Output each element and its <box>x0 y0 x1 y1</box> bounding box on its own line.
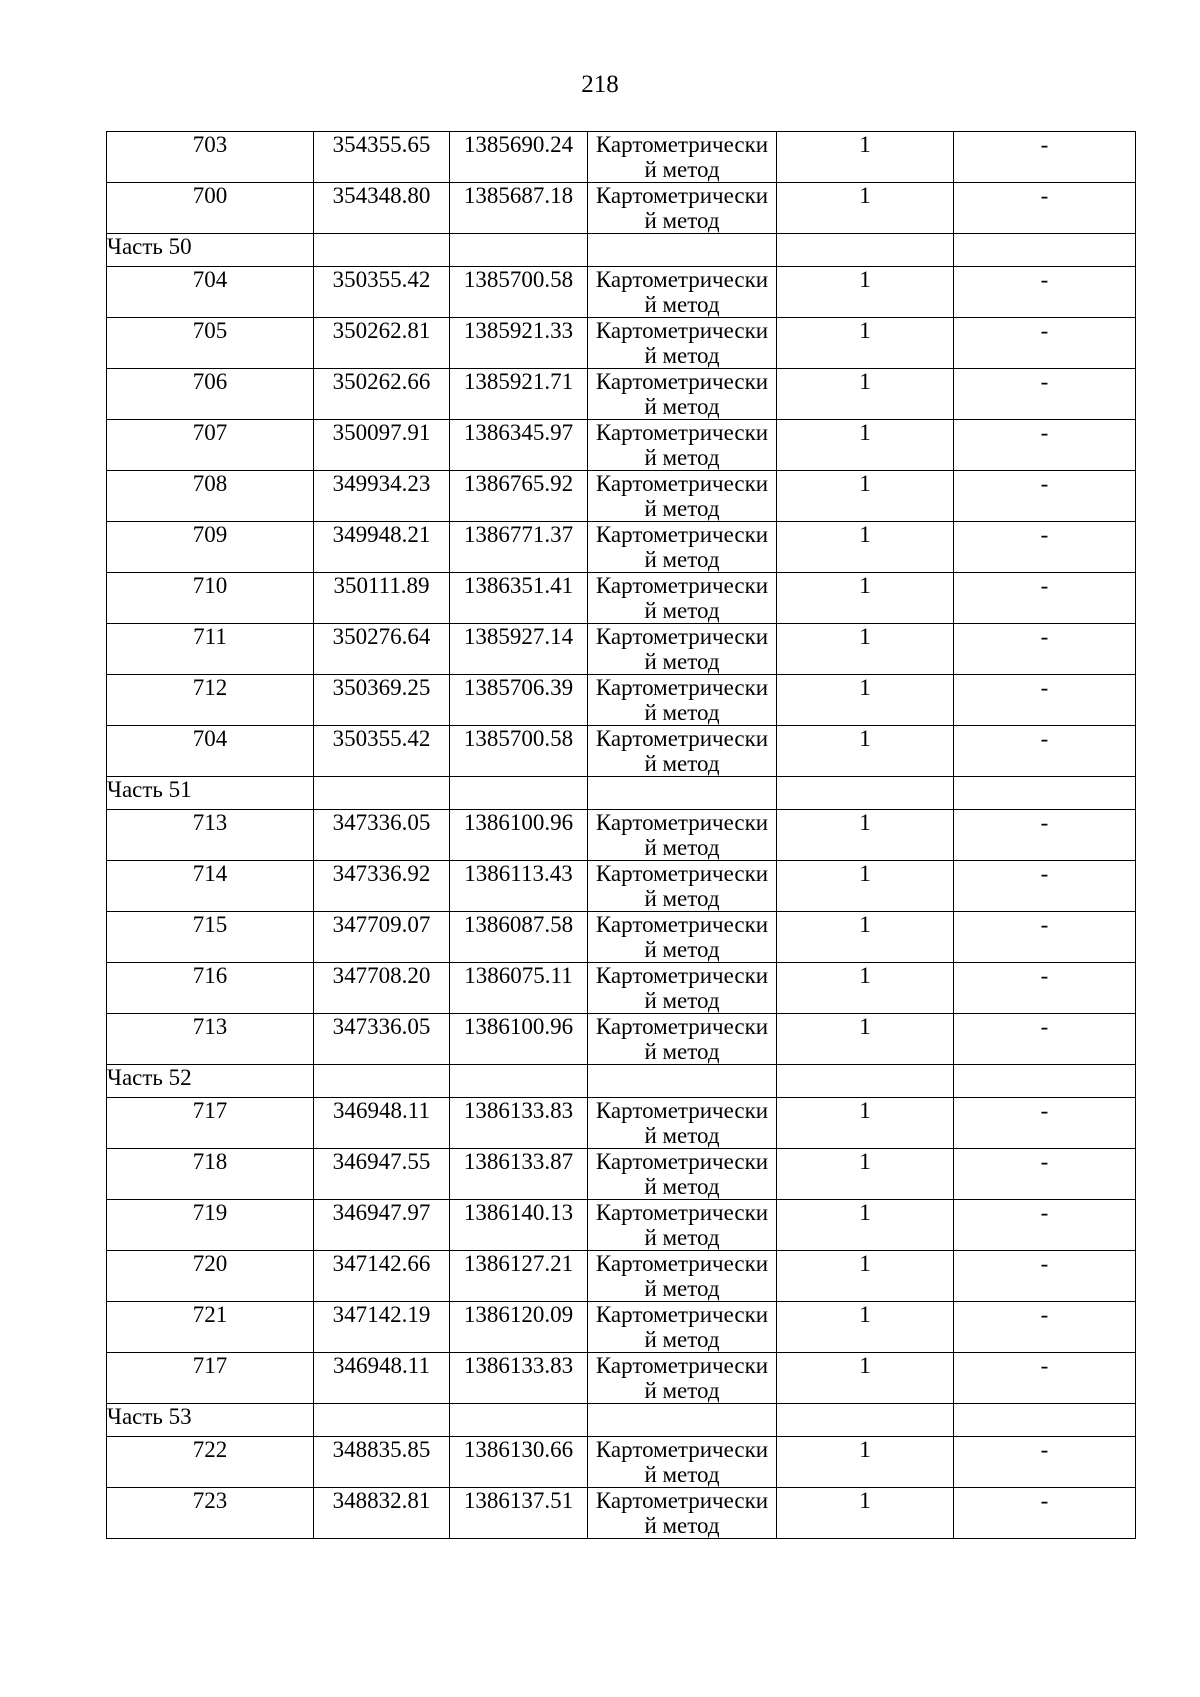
accuracy-cell: 1 <box>777 420 954 471</box>
point-id-cell: 715 <box>107 912 314 963</box>
method-cell <box>588 420 777 471</box>
accuracy-cell: 1 <box>777 1437 954 1488</box>
note-cell: - <box>954 861 1136 912</box>
method-text-line-2: й метод <box>644 208 720 233</box>
point-id-cell: 704 <box>107 726 314 777</box>
method-text-line-2: й метод <box>644 598 720 623</box>
method-text-line-2: й метод <box>644 1174 720 1199</box>
point-id-cell: 703 <box>107 132 314 183</box>
note-cell: - <box>954 369 1136 420</box>
method-text-line-1: Картометрически <box>595 471 769 496</box>
point-id-cell: 710 <box>107 573 314 624</box>
accuracy-cell: 1 <box>777 1014 954 1065</box>
method-text-line-2: й метод <box>644 1039 720 1064</box>
point-id-cell: 713 <box>107 810 314 861</box>
method-cell <box>588 1302 777 1353</box>
x-coordinate-cell: 347142.66 <box>314 1251 450 1302</box>
note-cell: - <box>954 810 1136 861</box>
table-row <box>107 1353 1136 1404</box>
y-coordinate-cell: 1386130.66 <box>450 1437 588 1488</box>
table-row <box>107 573 1136 624</box>
method-text-line-1: Картометрически <box>595 1251 769 1276</box>
x-coordinate-cell: 347336.92 <box>314 861 450 912</box>
empty-cell <box>777 777 954 810</box>
y-coordinate-cell: 1386137.51 <box>450 1488 588 1539</box>
method-text-line-2: й метод <box>644 937 720 962</box>
accuracy-cell: 1 <box>777 912 954 963</box>
table-row <box>107 624 1136 675</box>
y-coordinate-cell: 1385700.58 <box>450 726 588 777</box>
table-row <box>107 1488 1136 1539</box>
y-coordinate-cell: 1386771.37 <box>450 522 588 573</box>
y-coordinate-cell: 1386120.09 <box>450 1302 588 1353</box>
note-cell: - <box>954 963 1136 1014</box>
note-cell: - <box>954 183 1136 234</box>
section-row <box>107 234 1136 267</box>
empty-cell <box>954 1065 1136 1098</box>
point-id-cell: 723 <box>107 1488 314 1539</box>
section-row <box>107 1065 1136 1098</box>
y-coordinate-cell: 1386765.92 <box>450 471 588 522</box>
empty-cell <box>450 1404 588 1437</box>
method-cell <box>588 861 777 912</box>
method-text-line-1: Картометрически <box>595 1302 769 1327</box>
x-coordinate-cell: 346948.11 <box>314 1098 450 1149</box>
point-id-cell: 714 <box>107 861 314 912</box>
empty-cell <box>777 1065 954 1098</box>
method-text-line-1: Картометрически <box>595 1353 769 1378</box>
accuracy-cell: 1 <box>777 1200 954 1251</box>
x-coordinate-cell: 346947.97 <box>314 1200 450 1251</box>
table-row <box>107 912 1136 963</box>
y-coordinate-cell: 1385927.14 <box>450 624 588 675</box>
empty-cell <box>314 777 450 810</box>
method-text-line-1: Картометрически <box>595 675 769 700</box>
table-row <box>107 861 1136 912</box>
point-id-cell: 713 <box>107 1014 314 1065</box>
point-id-cell: 705 <box>107 318 314 369</box>
table-row <box>107 267 1136 318</box>
x-coordinate-cell: 350097.91 <box>314 420 450 471</box>
x-coordinate-cell: 350369.25 <box>314 675 450 726</box>
method-text-line-1: Картометрически <box>595 522 769 547</box>
empty-cell <box>588 1404 777 1437</box>
note-cell: - <box>954 522 1136 573</box>
y-coordinate-cell: 1386133.87 <box>450 1149 588 1200</box>
x-coordinate-cell: 347709.07 <box>314 912 450 963</box>
point-id-cell: 721 <box>107 1302 314 1353</box>
note-cell: - <box>954 420 1136 471</box>
method-text-line-1: Картометрически <box>595 420 769 445</box>
page-number: 218 <box>581 71 619 98</box>
table-row <box>107 1098 1136 1149</box>
empty-cell <box>314 1404 450 1437</box>
section-label: Часть 51 <box>107 777 314 810</box>
method-cell <box>588 1437 777 1488</box>
point-id-cell: 711 <box>107 624 314 675</box>
method-text-line-1: Картометрически <box>595 183 769 208</box>
empty-cell <box>954 1404 1136 1437</box>
method-text-line-2: й метод <box>644 1327 720 1352</box>
method-text-line-2: й метод <box>644 649 720 674</box>
method-cell <box>588 1200 777 1251</box>
method-text-line-1: Картометрически <box>595 1488 769 1513</box>
method-cell <box>588 1098 777 1149</box>
note-cell: - <box>954 1353 1136 1404</box>
method-text-line-2: й метод <box>644 1513 720 1538</box>
point-id-cell: 709 <box>107 522 314 573</box>
note-cell: - <box>954 132 1136 183</box>
x-coordinate-cell: 349934.23 <box>314 471 450 522</box>
y-coordinate-cell: 1386127.21 <box>450 1251 588 1302</box>
x-coordinate-cell: 348832.81 <box>314 1488 450 1539</box>
accuracy-cell: 1 <box>777 1149 954 1200</box>
accuracy-cell: 1 <box>777 1302 954 1353</box>
accuracy-cell: 1 <box>777 624 954 675</box>
method-text-line-2: й метод <box>644 1462 720 1487</box>
table-row <box>107 675 1136 726</box>
accuracy-cell: 1 <box>777 1098 954 1149</box>
x-coordinate-cell: 347708.20 <box>314 963 450 1014</box>
method-cell <box>588 522 777 573</box>
x-coordinate-cell: 350262.81 <box>314 318 450 369</box>
method-cell <box>588 810 777 861</box>
method-text-line-2: й метод <box>644 445 720 470</box>
empty-cell <box>588 234 777 267</box>
point-id-cell: 707 <box>107 420 314 471</box>
method-cell <box>588 912 777 963</box>
empty-cell <box>954 777 1136 810</box>
accuracy-cell: 1 <box>777 183 954 234</box>
table-body <box>107 132 1136 1539</box>
y-coordinate-cell: 1385921.33 <box>450 318 588 369</box>
table-row <box>107 369 1136 420</box>
y-coordinate-cell: 1385687.18 <box>450 183 588 234</box>
point-id-cell: 712 <box>107 675 314 726</box>
empty-cell <box>588 777 777 810</box>
accuracy-cell: 1 <box>777 522 954 573</box>
accuracy-cell: 1 <box>777 318 954 369</box>
table-row <box>107 1437 1136 1488</box>
accuracy-cell: 1 <box>777 810 954 861</box>
note-cell: - <box>954 1200 1136 1251</box>
note-cell: - <box>954 1437 1136 1488</box>
method-cell <box>588 1488 777 1539</box>
table-row <box>107 1149 1136 1200</box>
method-text-line-2: й метод <box>644 700 720 725</box>
empty-cell <box>314 234 450 267</box>
note-cell: - <box>954 1251 1136 1302</box>
method-text-line-2: й метод <box>644 547 720 572</box>
method-cell <box>588 624 777 675</box>
table-row <box>107 1200 1136 1251</box>
table-row <box>107 132 1136 183</box>
method-text-line-1: Картометрически <box>595 963 769 988</box>
y-coordinate-cell: 1385690.24 <box>450 132 588 183</box>
table-row <box>107 810 1136 861</box>
method-text-line-2: й метод <box>644 988 720 1013</box>
x-coordinate-cell: 350355.42 <box>314 267 450 318</box>
note-cell: - <box>954 912 1136 963</box>
note-cell: - <box>954 573 1136 624</box>
method-text-line-1: Картометрически <box>595 318 769 343</box>
accuracy-cell: 1 <box>777 1251 954 1302</box>
x-coordinate-cell: 346948.11 <box>314 1353 450 1404</box>
point-id-cell: 719 <box>107 1200 314 1251</box>
table-row <box>107 1014 1136 1065</box>
section-row <box>107 1404 1136 1437</box>
y-coordinate-cell: 1385921.71 <box>450 369 588 420</box>
method-text-line-2: й метод <box>644 1276 720 1301</box>
method-cell <box>588 183 777 234</box>
method-text-line-1: Картометрически <box>595 573 769 598</box>
accuracy-cell: 1 <box>777 675 954 726</box>
point-id-cell: 716 <box>107 963 314 1014</box>
method-cell <box>588 267 777 318</box>
accuracy-cell: 1 <box>777 267 954 318</box>
empty-cell <box>314 1065 450 1098</box>
x-coordinate-cell: 347336.05 <box>314 1014 450 1065</box>
table-row <box>107 963 1136 1014</box>
method-text-line-1: Картометрически <box>595 1437 769 1462</box>
note-cell: - <box>954 267 1136 318</box>
method-text-line-1: Картометрически <box>595 369 769 394</box>
accuracy-cell: 1 <box>777 1353 954 1404</box>
y-coordinate-cell: 1386351.41 <box>450 573 588 624</box>
table-row <box>107 522 1136 573</box>
table-row <box>107 318 1136 369</box>
method-cell <box>588 1251 777 1302</box>
note-cell: - <box>954 1302 1136 1353</box>
method-text-line-2: й метод <box>644 1123 720 1148</box>
table-row <box>107 1251 1136 1302</box>
empty-cell <box>450 777 588 810</box>
empty-cell <box>450 1065 588 1098</box>
accuracy-cell: 1 <box>777 726 954 777</box>
table-row <box>107 420 1136 471</box>
method-text-line-2: й метод <box>644 1378 720 1403</box>
x-coordinate-cell: 354348.80 <box>314 183 450 234</box>
x-coordinate-cell: 350276.64 <box>314 624 450 675</box>
point-id-cell: 708 <box>107 471 314 522</box>
note-cell: - <box>954 318 1136 369</box>
method-text-line-2: й метод <box>644 751 720 776</box>
point-id-cell: 706 <box>107 369 314 420</box>
x-coordinate-cell: 346947.55 <box>314 1149 450 1200</box>
point-id-cell: 717 <box>107 1353 314 1404</box>
table-row <box>107 471 1136 522</box>
accuracy-cell: 1 <box>777 132 954 183</box>
coordinates-table <box>106 131 1136 1539</box>
y-coordinate-cell: 1386075.11 <box>450 963 588 1014</box>
method-cell <box>588 132 777 183</box>
method-text-line-1: Картометрически <box>595 912 769 937</box>
y-coordinate-cell: 1386100.96 <box>450 810 588 861</box>
method-text-line-1: Картометрически <box>595 1149 769 1174</box>
x-coordinate-cell: 350111.89 <box>314 573 450 624</box>
y-coordinate-cell: 1386133.83 <box>450 1098 588 1149</box>
method-text-line-2: й метод <box>644 886 720 911</box>
method-cell <box>588 471 777 522</box>
section-label: Часть 52 <box>107 1065 314 1098</box>
note-cell: - <box>954 1098 1136 1149</box>
method-text-line-1: Картометрически <box>595 624 769 649</box>
accuracy-cell: 1 <box>777 471 954 522</box>
method-text-line-1: Картометрически <box>595 1200 769 1225</box>
method-text-line-2: й метод <box>644 343 720 368</box>
method-text-line-2: й метод <box>644 157 720 182</box>
method-cell <box>588 675 777 726</box>
method-cell <box>588 369 777 420</box>
note-cell: - <box>954 1149 1136 1200</box>
method-cell <box>588 726 777 777</box>
method-text-line-2: й метод <box>644 292 720 317</box>
x-coordinate-cell: 350262.66 <box>314 369 450 420</box>
note-cell: - <box>954 471 1136 522</box>
empty-cell <box>777 1404 954 1437</box>
point-id-cell: 720 <box>107 1251 314 1302</box>
y-coordinate-cell: 1385700.58 <box>450 267 588 318</box>
accuracy-cell: 1 <box>777 861 954 912</box>
method-text-line-1: Картометрически <box>595 1098 769 1123</box>
method-text-line-2: й метод <box>644 1225 720 1250</box>
accuracy-cell: 1 <box>777 1488 954 1539</box>
method-cell <box>588 318 777 369</box>
x-coordinate-cell: 347336.05 <box>314 810 450 861</box>
section-row <box>107 777 1136 810</box>
section-label: Часть 50 <box>107 234 314 267</box>
y-coordinate-cell: 1386345.97 <box>450 420 588 471</box>
method-cell <box>588 1014 777 1065</box>
table-row <box>107 726 1136 777</box>
x-coordinate-cell: 350355.42 <box>314 726 450 777</box>
accuracy-cell: 1 <box>777 369 954 420</box>
y-coordinate-cell: 1385706.39 <box>450 675 588 726</box>
empty-cell <box>777 234 954 267</box>
y-coordinate-cell: 1386113.43 <box>450 861 588 912</box>
method-text-line-2: й метод <box>644 394 720 419</box>
method-text-line-1: Картометрически <box>595 1014 769 1039</box>
point-id-cell: 717 <box>107 1098 314 1149</box>
method-text-line-2: й метод <box>644 496 720 521</box>
method-cell <box>588 1353 777 1404</box>
accuracy-cell: 1 <box>777 573 954 624</box>
method-text-line-2: й метод <box>644 835 720 860</box>
point-id-cell: 722 <box>107 1437 314 1488</box>
note-cell: - <box>954 1488 1136 1539</box>
note-cell: - <box>954 726 1136 777</box>
point-id-cell: 704 <box>107 267 314 318</box>
empty-cell <box>954 234 1136 267</box>
y-coordinate-cell: 1386140.13 <box>450 1200 588 1251</box>
point-id-cell: 718 <box>107 1149 314 1200</box>
note-cell: - <box>954 1014 1136 1065</box>
method-text-line-1: Картометрически <box>595 861 769 886</box>
x-coordinate-cell: 349948.21 <box>314 522 450 573</box>
method-text-line-1: Картометрически <box>595 810 769 835</box>
note-cell: - <box>954 624 1136 675</box>
method-text-line-1: Картометрически <box>595 267 769 292</box>
note-cell: - <box>954 675 1136 726</box>
empty-cell <box>588 1065 777 1098</box>
method-text-line-1: Картометрически <box>595 726 769 751</box>
section-label: Часть 53 <box>107 1404 314 1437</box>
y-coordinate-cell: 1386133.83 <box>450 1353 588 1404</box>
point-id-cell: 700 <box>107 183 314 234</box>
y-coordinate-cell: 1386087.58 <box>450 912 588 963</box>
method-cell <box>588 963 777 1014</box>
method-cell <box>588 573 777 624</box>
y-coordinate-cell: 1386100.96 <box>450 1014 588 1065</box>
table-row <box>107 183 1136 234</box>
table-row <box>107 1302 1136 1353</box>
empty-cell <box>450 234 588 267</box>
x-coordinate-cell: 347142.19 <box>314 1302 450 1353</box>
method-cell <box>588 1149 777 1200</box>
method-text-line-1: Картометрически <box>595 132 769 157</box>
accuracy-cell: 1 <box>777 963 954 1014</box>
x-coordinate-cell: 348835.85 <box>314 1437 450 1488</box>
x-coordinate-cell: 354355.65 <box>314 132 450 183</box>
